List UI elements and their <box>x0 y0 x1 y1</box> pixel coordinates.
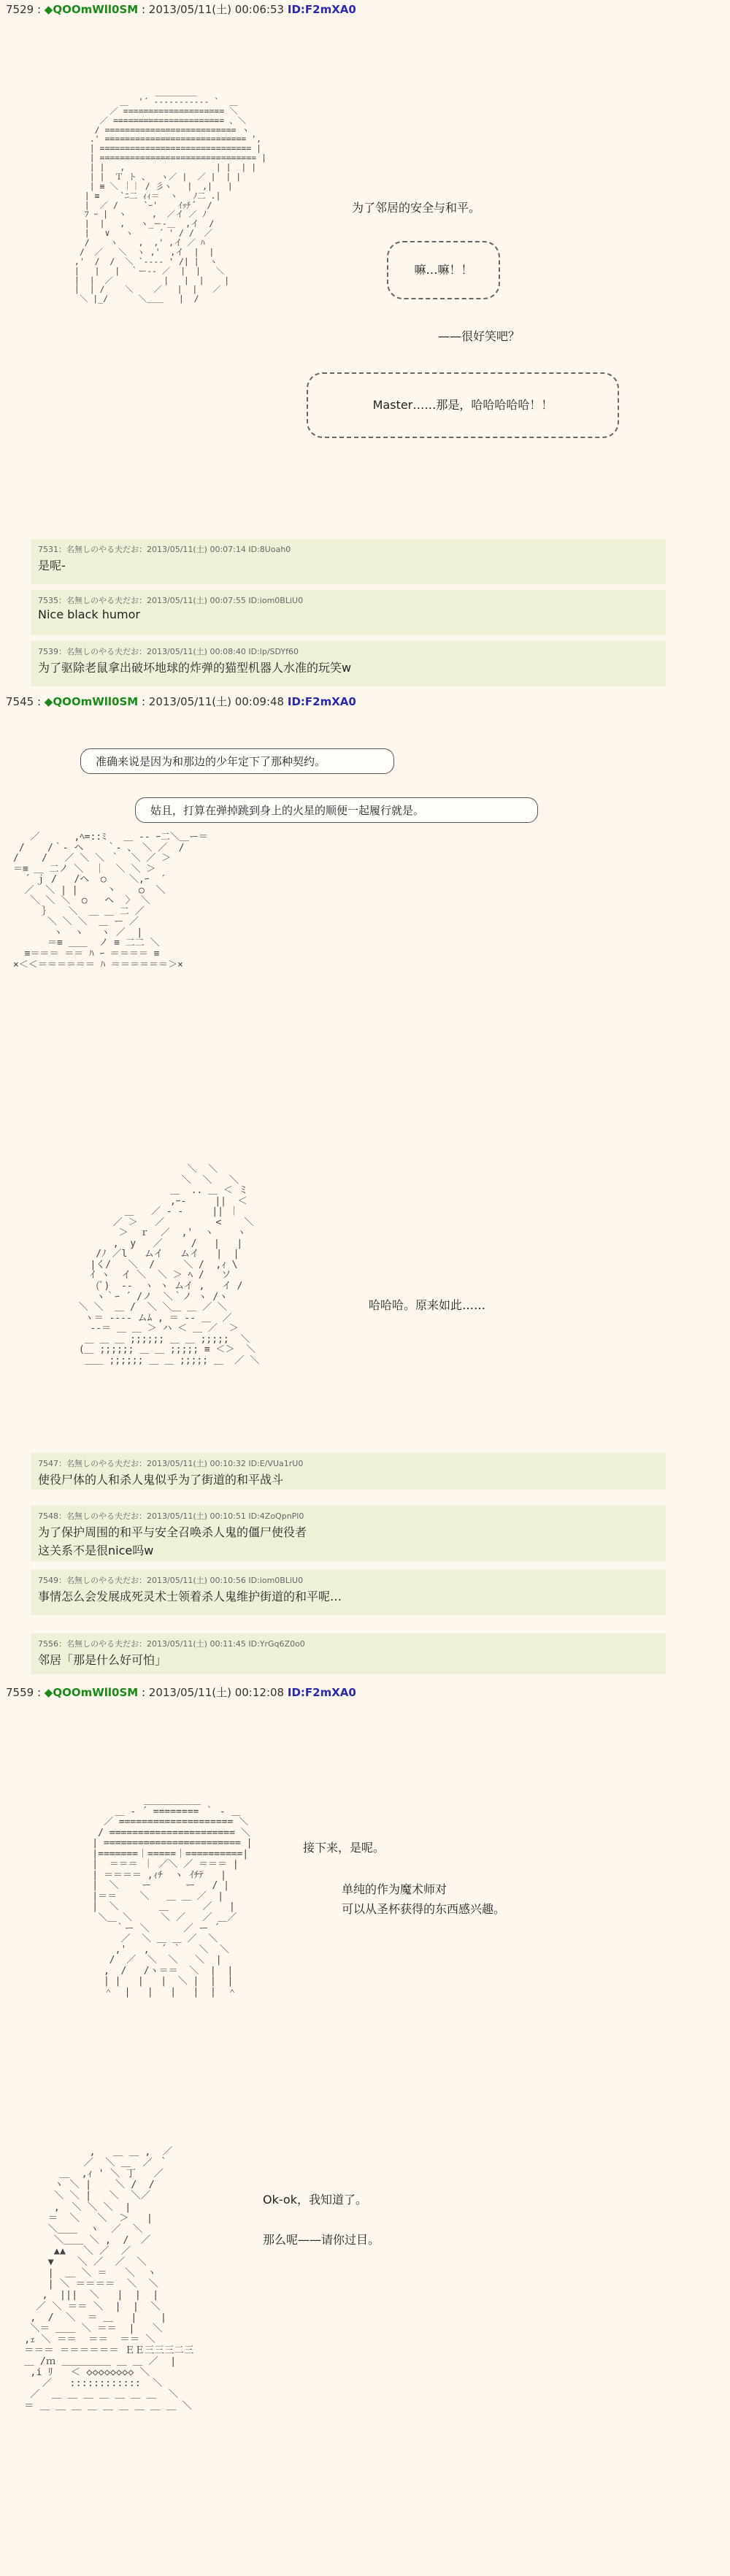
reply-block <box>31 641 666 686</box>
dialogue-line: 那么呢——请你过目。 <box>263 2233 380 2247</box>
reply-block <box>31 1570 666 1615</box>
speech-bubble: 姑且，打算在弹掉跳到身上的火星的顺便一起履行就是。 <box>135 797 538 823</box>
ascii-art-character-1: ＿＿＿＿＿ ＿ '´ ‐‐‐‐‐‐‐‐‐‐‐ ` ＿ ／ ==================== ＼ ／ ====================== 、＼ / ========================== ヽ .' ============================ ', | ============================== | | =============================== | | | , | | | | | | Ｔ ト 、 ヽ／ | ／ | | | | ≡ ＼ ｜｜ / 彡ヽ | ,| | | ≡ `ﾆ二 ｨｨ＝ ヽ ﾉ二 .| | ／ / `ｰ' ｲｯﾁ ﾞ / ﾌ ｰ | ヽ , ／イ ／ ﾉ | | , ヽ_ー‐＿ ,イ / | ∨ ヽ ´ ' / / ／ / ヽ , ,' ,イ ／ ﾊ / ／ ＼ ヽ ,' ,イ | | ,' / / ＼ `‐‐‐‐ ' /| | ヽ | | | ｀ー‐‐ ／ | | ＼ | | ／ | | | | | | / ＼ ／ | | ／ ＼ |_/ ＼＿＿ | / <box>74 87 267 304</box>
ascii-art-character-3: ＼ ＼ ＼ ＼ ＼ ＿ .. ＿ ＜ ミ ,ｰ‐ || ＜ ＿ ／ ‐ ‐ || ｜ ／ ＞ ／ < ＼ ＞ ｒ ／ ,' ヽ ヽ , y ／ / | | /ﾉ ／l ムイ ムイ | | |く/ ＼ / ＼ / ,ｨ \ ｲ ヽ イ ＼ ＼ ＞ ﾍ / ソ (ﾟ) ‐‐ ヽ ヽ ムイ , イ / ヽ｀ｰ ´ /ノ ＼｀ノ ヽ /ヽ ＼ ＼ ＿ / ＼ ＼＿ ＿ ／ ＼ ヽ＝ ‐‐‐‐ ムﾑ , ＝ ‐‐ ＿ ／ ‐‐＝ ＿ ＿ ＞ ハ ＜ ＿ ／ ＞ ＿ ＿ ＿ ;;;;;; ＿ ＿ ;;;;; ＼ (＿ ;;;;;; ＿ ＿ ;;;;; ≡ ＜＞ ＼ ＿＿ ;;;;;; ＿ ＿ ;;;;; ＿ ／ ＼ <box>78 1164 260 1366</box>
post-header: 7559 : ◆QOOmWll0SM : 2013/05/11(土) 00:12:08 ID:F2mXA0 <box>6 1686 356 1699</box>
ascii-art-character-5: , ＿ ＿ , ／ ／ ＼ ＿ ／ ｀ ＿ ,ｨ ' ＼ 丁 ／ ヽ ＼ | ＼ / / ＼ ＼ | ＼ ＼／ , ＼ ＼ ＼ | ＝ ＼ ＼ ＞ | ＼＿＿ ヽ ／ ＼ ＼＿＿ ＼ , / ／ ▲▲ ＼ ／ ／ ▼ ＼ ／ ／ ＼ | ＿ ＼ ＝ ＼ ヽ | ＼ ＝＝＝＝ ＼ ＼ , ||| ＼ | | | ／ ＼ ＝＝ ＼ | | ＼ , / ＼ ＝ ＿ | | ＼＝ ＿＿ ＼ ＝＝ | ＼ ,ｪ ＼ ＝＝ ＝＝ ＝＝ ＼ ＝＝＝ ＝＝＝＝＝＝ ＥＥ三三三二三 ＿ /ｍ ＿＿＿＿＿ ＿ ＿ ／ | ,i ﾘ ＜ ◇◇◇◇◇◇◇◇ ＼ ／ :::::::::::: ＼ ／ ＿ ＿ ＿ ＿ ＿ ＿ ＿ ＼ ＝ ＿ ＿ ＿ ＿ ＿ ＿ ＿ ＿ ＿ ＼ <box>24 2146 194 2412</box>
dialogue-line: Ok-ok，我知道了。 <box>263 2193 367 2207</box>
post-number: 7545 : <box>6 695 41 708</box>
reply-block <box>31 1633 666 1674</box>
dialogue-line: 单纯的作为魔术师对 <box>342 1882 447 1896</box>
author-name[interactable]: ◆QOOmWll0SM <box>44 1686 139 1699</box>
reply-meta: 7539：名無しのやる夫だお：2013/05/11(土) 00:08:40 ID:lp/SDYf60 <box>38 647 299 656</box>
post-id[interactable]: ID:F2mXA0 <box>287 695 356 708</box>
post-date: 2013/05/11(土) 00:12:08 <box>148 1686 285 1699</box>
reply-block <box>31 1506 666 1561</box>
reply-body: 这关系不是很nice吗w <box>38 1544 154 1557</box>
dialogue-line: 为了邻居的安全与和平。 <box>352 201 481 215</box>
reply-body: 为了保护周围的和平与安全召唤杀人鬼的僵尸使役者 <box>38 1525 307 1539</box>
dialogue-line: 接下来，是呢。 <box>303 1841 385 1855</box>
reply-meta: 7531：名無しのやる夫だお：2013/05/11(土) 00:07:14 ID:8Uoah0 <box>38 545 291 554</box>
ascii-art-character-2: ／ ,ﾍ=::ﾐ ＿ ‐‐ ｰ二＼＿ー＝ / /｀‐ ヘ ｀‐ 、 ＼ ／ / / / ／ ＼ ＼ ｀ ＼ ／ ＞ ＝≡ ＿ 二ノ ＼ ｜ ＼ ＼ ＞ ´ ｊ / /ヘ ○ ＼,ｰ ′ ／ ＼ | | 丶 ○ ＼ ＼ ＼ ＼ ○ ヘ 〉 ＼ ｝ ＼ ＿ ＿ 二 ／ ＼ ＼ ＼ ＿ ー ／ ヽ ヽ ヽ ／ | ＝≡ ＿＿ ノ ≡ 二二 ＼ ≡＝＝＝ ＝＝ ﾊ ｰ ＝＝＝＝ ≡ ×＜＜＝＝＝＝＝＝ ﾊ ＝＝＝＝＝＝＞× <box>13 832 209 970</box>
reply-block <box>31 539 666 584</box>
reply-meta: 7547：名無しのやる夫だお：2013/05/11(土) 00:10:32 ID:E/VUa1rU0 <box>38 1459 304 1468</box>
dialogue-line: 哈哈哈。原来如此…… <box>369 1298 486 1312</box>
speech-cloud <box>387 241 500 299</box>
speech-cloud-text: 嘛…嘛！！ <box>414 263 473 277</box>
reply-body: 是呢- <box>38 559 66 572</box>
author-name[interactable]: ◆QOOmWll0SM <box>44 695 139 708</box>
post-header: 7529 : ◆QOOmWll0SM : 2013/05/11(土) 00:06:53 ID:F2mXA0 <box>6 3 356 16</box>
post-id[interactable]: ID:F2mXA0 <box>287 1686 356 1699</box>
reply-body: 邻居「那是什么好可怕」 <box>38 1653 167 1667</box>
ascii-art-character-4: ＿＿＿＿＿＿ ＿ ‐ ´ ======== ｀ ‐ ＿ ／ ==================== ＼ / ====================== ＼ | ======================== | |=======｜=====｜==========| | ＝＝＝ ｜ ／＼ ／ ＝＝＝ | | ＝＝＝＝ ,ｨﾁ ヽ ｲﾁﾃ | | ＼ ー ー / | |＝＝ ＼ ＿ ＿ ／ | | ＼ ＿ ／ | ＼＿ ＼ ＼ ／ ／ ＿／ ｀ー ＼ ／ ー ´ ／ ＼ ＿ ＿ ／ ＼ ,' , ´ ｀ ＼ ＼ / ／ ＼ ＼ ＼ | , / /ヽ＝＝ ＼ | | | | | | ＼ | | | ＾ | | | | | ＾ <box>92 1795 253 1998</box>
reply-block <box>31 590 666 635</box>
speech-cloud <box>307 372 619 438</box>
reply-meta: 7556：名無しのやる夫だお：2013/05/11(土) 00:11:45 ID:YrGq6Z0o0 <box>38 1639 305 1649</box>
reply-meta: 7549：名無しのやる夫だお：2013/05/11(土) 00:10:56 ID:iom0BLiU0 <box>38 1576 304 1585</box>
reply-meta: 7535：名無しのやる夫だお：2013/05/11(土) 00:07:55 ID:iom0BLiU0 <box>38 596 304 605</box>
reply-block <box>31 1453 666 1490</box>
reply-meta: 7548：名無しのやる夫だお：2013/05/11(土) 00:10:51 ID:4ZoQpnPl0 <box>38 1511 304 1521</box>
reply-body: Nice black humor <box>38 607 140 621</box>
post-number: 7529 : <box>6 3 41 16</box>
post-header: 7545 : ◆QOOmWll0SM : 2013/05/11(土) 00:09:48 ID:F2mXA0 <box>6 695 356 708</box>
author-name[interactable]: ◆QOOmWll0SM <box>44 3 139 16</box>
dialogue-line: ——很好笑吧？ <box>438 329 520 343</box>
speech-bubble: 准确来说是因为和那边的少年定下了那种契约。 <box>80 748 394 774</box>
speech-cloud-text: Master……那是，哈哈哈哈哈！！ <box>372 398 553 412</box>
post-date: 2013/05/11(土) 00:09:48 <box>148 695 285 708</box>
reply-body: 使役尸体的人和杀人鬼似乎为了街道的和平战斗 <box>38 1473 284 1487</box>
reply-body: 为了驱除老鼠拿出破坏地球的炸弹的猫型机器人水准的玩笑w <box>38 661 352 675</box>
reply-body: 事情怎么会发展成死灵术士领着杀人鬼维护街道的和平呢… <box>38 1590 342 1603</box>
post-number: 7559 : <box>6 1686 41 1699</box>
dialogue-line: 可以从圣杯获得的东西感兴趣。 <box>342 1902 506 1916</box>
post-date: 2013/05/11(土) 00:06:53 <box>148 3 285 16</box>
post-id[interactable]: ID:F2mXA0 <box>287 3 356 16</box>
